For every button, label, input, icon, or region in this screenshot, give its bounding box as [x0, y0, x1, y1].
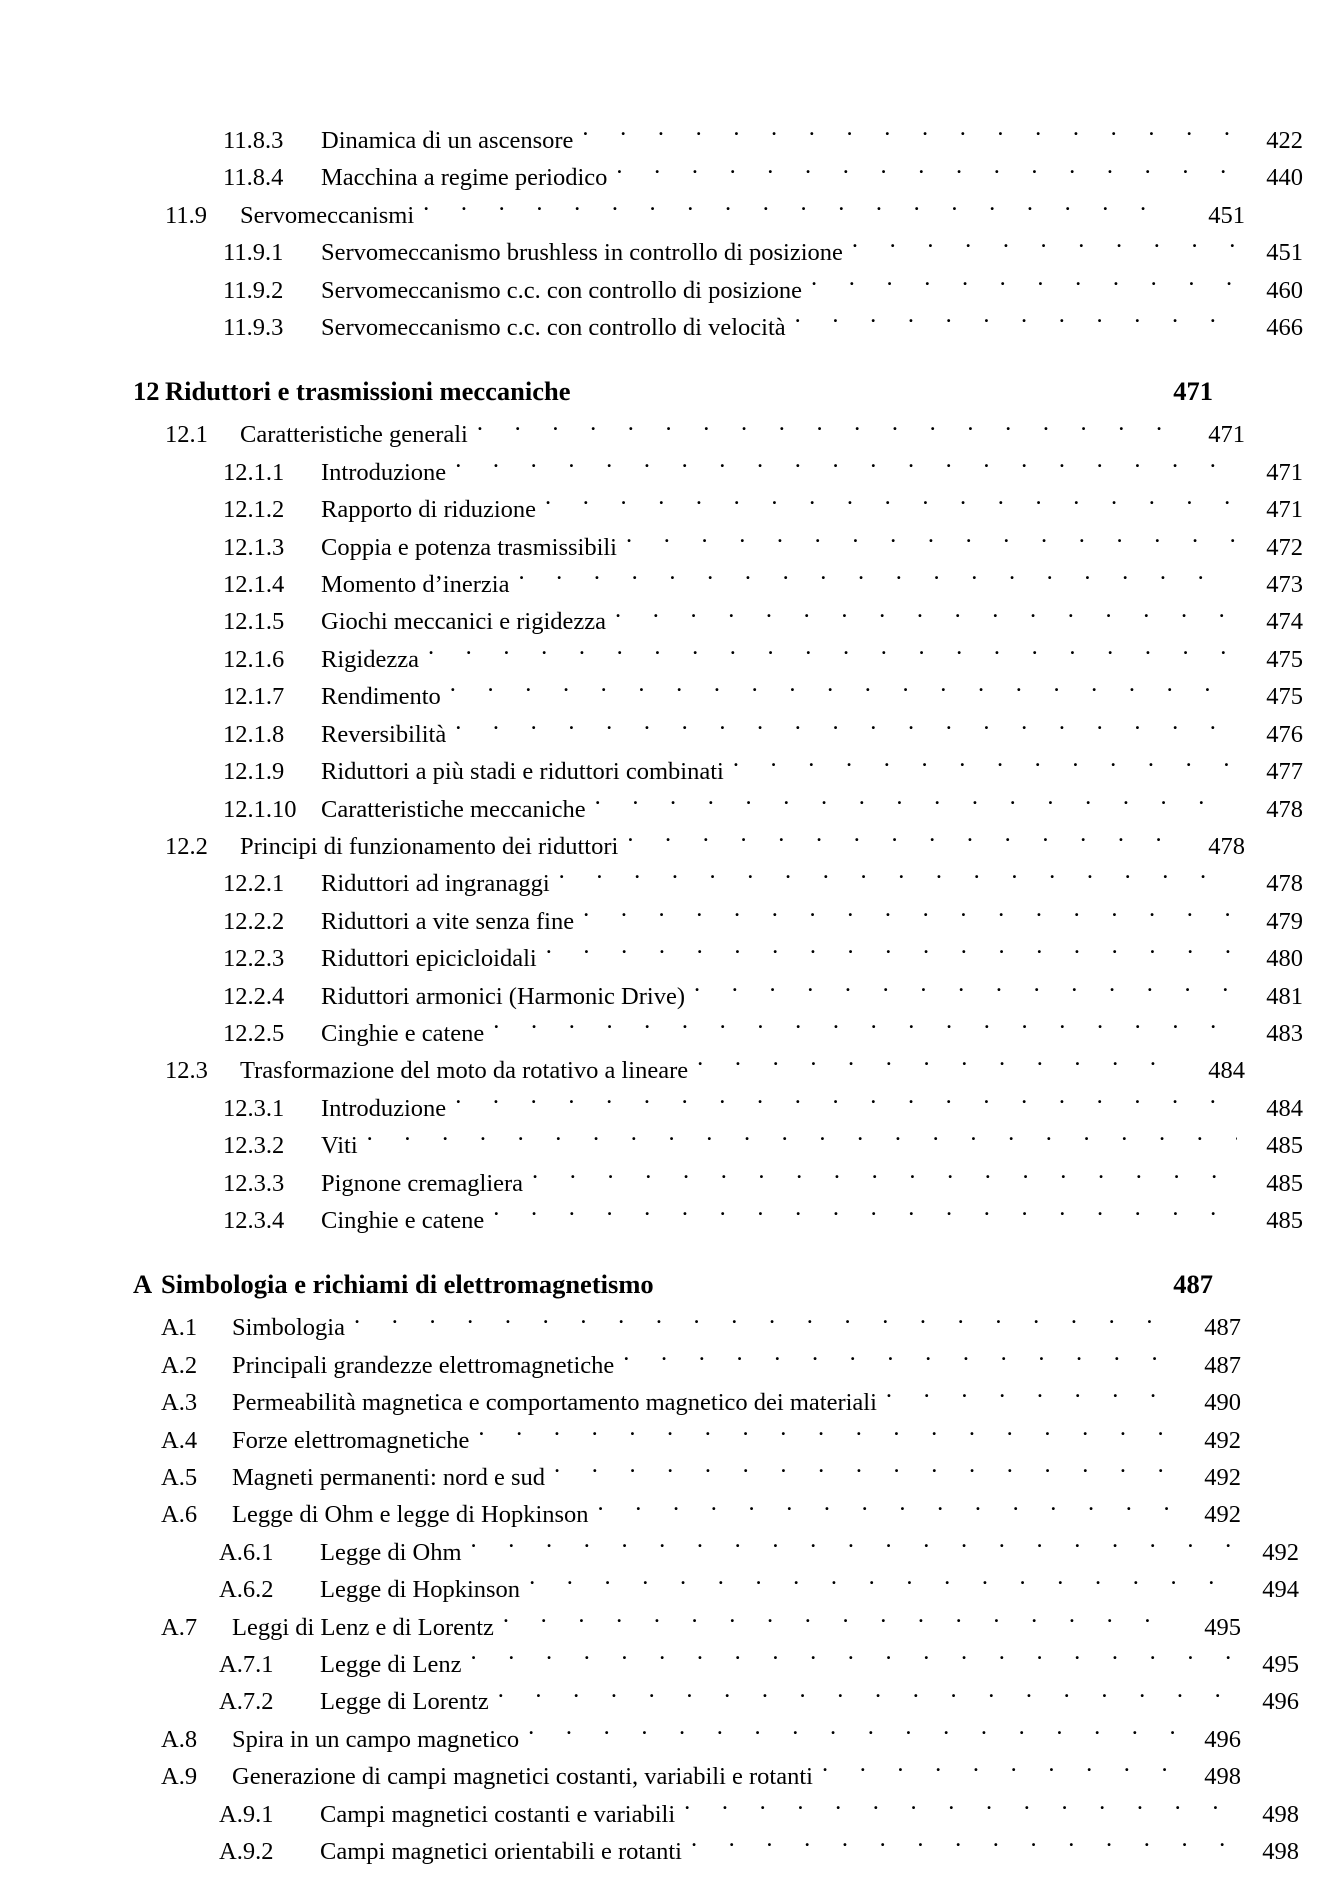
toc-entry-number: A.7.2: [219, 1688, 274, 1716]
toc-entry-page-number: 478: [1208, 832, 1245, 860]
toc-entry-number: 12.2.2: [223, 907, 285, 935]
toc-entry-title: Principi di funzionamento dei riduttori: [240, 832, 619, 860]
toc-entry-title: Simbologia: [232, 1314, 345, 1342]
toc-entry-title: Cinghie e catene: [321, 1019, 485, 1047]
toc-entry[interactable]: [165, 828, 1245, 865]
toc-entry[interactable]: [223, 1202, 1303, 1239]
toc-entry-number: 11.9.3: [223, 314, 284, 342]
toc-entry-number: A.2: [161, 1351, 198, 1379]
toc-entry-title: Riduttori ad ingranaggi: [321, 870, 550, 898]
toc-entry[interactable]: [223, 122, 1303, 159]
toc-entry-number: 12.1.1: [223, 458, 285, 486]
toc-entry-page-number: 480: [1266, 945, 1303, 973]
dot-leader: [354, 1311, 1175, 1336]
toc-entry-page-number: 479: [1266, 907, 1303, 935]
toc-entry-page-number: 422: [1266, 127, 1303, 154]
toc-entry[interactable]: [223, 1090, 1303, 1127]
dot-leader: [518, 568, 1237, 593]
toc-entry-page-number: 471: [1208, 421, 1245, 449]
dot-leader: [503, 1610, 1175, 1635]
toc-entry-title: Rigidezza: [321, 645, 419, 673]
toc-entry-number: 12.1.8: [223, 720, 285, 748]
dot-leader: [697, 1054, 1179, 1079]
toc-entry[interactable]: [223, 566, 1303, 603]
toc-entry-title: Riduttori a più stadi e riduttori combinati: [321, 758, 724, 786]
toc-entry-title: Spira in un campo magnetico: [232, 1725, 520, 1753]
toc-entry[interactable]: [223, 1015, 1303, 1052]
toc-entry-page-number: 451: [1208, 201, 1245, 229]
dot-leader: [455, 455, 1237, 480]
toc-entry-number: 12.1.6: [223, 645, 285, 673]
dot-leader: [615, 605, 1237, 630]
toc-entry[interactable]: [161, 1309, 1241, 1346]
dot-leader: [423, 198, 1179, 223]
toc-entry[interactable]: [133, 1265, 1213, 1303]
toc-entry-number: 12.2.4: [223, 982, 285, 1010]
toc-entry[interactable]: [223, 1127, 1303, 1164]
table-of-contents: [133, 122, 1303, 1870]
toc-entry-page-number: 473: [1266, 571, 1303, 599]
toc-entry[interactable]: [161, 1721, 1241, 1758]
dot-leader: [580, 374, 1143, 401]
toc-entry[interactable]: [161, 1459, 1241, 1496]
toc-entry-number: A.9.1: [219, 1800, 274, 1828]
dot-leader: [663, 1267, 1143, 1294]
toc-entry-number: 12.3.4: [223, 1206, 285, 1234]
dot-leader: [471, 1648, 1234, 1673]
toc-entry-number: 12.3.1: [223, 1094, 285, 1122]
toc-entry-title: Riduttori a vite senza fine: [321, 907, 575, 935]
toc-entry-title: Viti: [321, 1132, 358, 1160]
toc-entry[interactable]: [223, 491, 1303, 528]
toc-entry-number: A.5: [161, 1464, 198, 1491]
toc-entry-page-number: 492: [1204, 1426, 1241, 1454]
toc-entry[interactable]: [161, 1609, 1241, 1646]
toc-entry-page-number: 496: [1262, 1688, 1299, 1716]
toc-entry-title: Reversibilità: [321, 720, 447, 748]
dot-leader: [598, 1498, 1175, 1523]
toc-entry-number: 12.1.9: [223, 758, 285, 786]
toc-entry-number: 12.2.5: [223, 1019, 285, 1047]
toc-entry-number: 11.9: [165, 201, 207, 229]
toc-entry-number: A.6: [161, 1501, 198, 1529]
toc-entry[interactable]: [223, 234, 1303, 271]
toc-entry[interactable]: [219, 1833, 1299, 1870]
toc-entry-page-number: 472: [1266, 533, 1303, 561]
toc-entry[interactable]: [223, 678, 1303, 715]
toc-entry[interactable]: [133, 372, 1213, 410]
toc-entry[interactable]: [223, 865, 1303, 902]
toc-entry[interactable]: [223, 529, 1303, 566]
toc-entry-title: Rapporto di riduzione: [321, 496, 537, 524]
dot-leader: [455, 1091, 1237, 1116]
toc-entry-title: Servomeccanismo brushless in controllo di posizione: [321, 239, 843, 267]
toc-entry[interactable]: [223, 603, 1303, 640]
toc-entry-page-number: 487: [1204, 1351, 1241, 1379]
dot-leader: [532, 1166, 1237, 1191]
toc-entry-number: A.4: [161, 1426, 198, 1454]
toc-entry[interactable]: [161, 1496, 1241, 1533]
toc-entry-page-number: 498: [1204, 1763, 1241, 1791]
dot-leader: [528, 1722, 1175, 1747]
toc-entry-number: 12.1.7: [223, 683, 285, 711]
toc-entry-number: 12.1: [165, 421, 208, 449]
toc-entry-number: 11.8.4: [223, 164, 284, 192]
toc-entry-number: A.7: [161, 1613, 198, 1641]
toc-entry-number: 12.3.2: [223, 1132, 285, 1160]
toc-entry[interactable]: [223, 1165, 1303, 1202]
toc-entry[interactable]: [165, 416, 1245, 453]
toc-entry-page-number: 476: [1266, 720, 1303, 748]
toc-entry[interactable]: [161, 1384, 1241, 1421]
dot-leader: [626, 530, 1237, 555]
toc-entry-number: A.9.2: [219, 1838, 274, 1866]
dot-leader: [545, 493, 1237, 518]
dot-leader: [822, 1760, 1175, 1785]
toc-entry-number: 12: [133, 376, 160, 407]
dot-leader: [733, 755, 1237, 780]
dot-leader: [886, 1386, 1175, 1411]
toc-entry-number: 12.2: [165, 832, 208, 860]
dot-leader: [367, 1129, 1237, 1154]
toc-entry-page-number: 484: [1266, 1094, 1303, 1122]
dot-leader: [595, 792, 1237, 817]
toc-entry-title: Principali grandezze elettromagnetiche: [232, 1351, 615, 1379]
toc-entry[interactable]: [219, 1646, 1299, 1683]
dot-leader: [582, 124, 1237, 149]
toc-entry-title: Generazione di campi magnetici costanti, variabili e rotanti: [232, 1763, 813, 1791]
toc-entry-title: Trasformazione del moto da rotativo a lineare: [240, 1057, 689, 1085]
toc-entry-number: 11.9.2: [223, 276, 284, 304]
toc-entry-number: 12.1.2: [223, 496, 285, 524]
toc-entry-number: A.9: [161, 1763, 198, 1791]
toc-entry-title: Riduttori e trasmissioni meccaniche: [165, 376, 571, 407]
toc-entry-title: Campi magnetici costanti e variabili: [320, 1800, 676, 1828]
toc-entry-page-number: 485: [1266, 1169, 1303, 1197]
toc-entry[interactable]: [161, 1347, 1241, 1384]
dot-leader: [477, 418, 1179, 443]
toc-entry-page-number: 481: [1266, 982, 1303, 1010]
dot-leader: [529, 1573, 1233, 1598]
toc-entry-page-number: 475: [1266, 645, 1303, 673]
dot-leader: [795, 311, 1237, 336]
toc-entry-title: Servomeccanismo c.c. con controllo di velocità: [321, 314, 786, 342]
toc-entry-page-number: 498: [1262, 1800, 1299, 1828]
toc-entry-page-number: 483: [1266, 1019, 1303, 1047]
toc-entry[interactable]: [223, 159, 1303, 196]
dot-leader: [546, 942, 1237, 967]
toc-entry-title: Servomeccanismi: [240, 201, 415, 229]
toc-entry[interactable]: [223, 716, 1303, 753]
toc-entry-title: Servomeccanismo c.c. con controllo di posizione: [321, 276, 803, 304]
toc-entry[interactable]: [223, 454, 1303, 491]
toc-entry[interactable]: [223, 309, 1303, 346]
toc-entry-title: Legge di Ohm e legge di Hopkinson: [232, 1501, 589, 1529]
toc-entry-page-number: 477: [1266, 758, 1303, 786]
toc-entry[interactable]: [223, 978, 1303, 1015]
toc-entry-number: A.1: [161, 1314, 198, 1342]
toc-entry[interactable]: [165, 197, 1245, 234]
toc-entry-page-number: 492: [1204, 1464, 1241, 1491]
toc-entry-title: Forze elettromagnetiche: [232, 1426, 470, 1454]
toc-entry-page-number: 478: [1266, 870, 1303, 898]
toc-entry-number: 12.3: [165, 1057, 208, 1085]
toc-entry-page-number: 484: [1208, 1057, 1245, 1085]
dot-leader: [428, 642, 1237, 667]
toc-entry-page-number: 498: [1262, 1838, 1299, 1866]
toc-entry-number: 12.1.4: [223, 571, 285, 599]
toc-entry-title: Riduttori armonici (Harmonic Drive): [321, 982, 685, 1010]
toc-entry[interactable]: [219, 1534, 1299, 1571]
toc-entry-page-number: 496: [1204, 1725, 1241, 1753]
toc-entry-title: Magneti permanenti: nord e sud: [232, 1464, 545, 1491]
dot-leader: [493, 1016, 1237, 1041]
toc-entry-page-number: 475: [1266, 683, 1303, 711]
toc-entry-title: Introduzione: [321, 458, 447, 486]
toc-entry[interactable]: [165, 1052, 1245, 1089]
toc-entry-number: 12.1.5: [223, 608, 285, 636]
toc-entry-page-number: 451: [1266, 239, 1303, 267]
toc-entry-page-number: 471: [1266, 458, 1303, 486]
toc-entry-title: Legge di Lorentz: [320, 1688, 489, 1716]
toc-entry[interactable]: [219, 1683, 1299, 1720]
toc-entry-title: Introduzione: [321, 1094, 447, 1122]
dot-leader: [554, 1461, 1175, 1486]
toc-entry-title: Cinghie e catene: [321, 1206, 485, 1234]
toc-entry-number: A.7.1: [219, 1651, 274, 1679]
toc-entry-number: 12.1.10: [223, 795, 297, 823]
toc-entry-number: 11.9.1: [223, 239, 284, 267]
toc-entry-number: 12.2.1: [223, 870, 285, 898]
toc-entry-number: A: [133, 1269, 153, 1300]
toc-entry-number: A.6.2: [219, 1576, 274, 1604]
toc-entry-number: 12.2.3: [223, 945, 285, 973]
toc-entry[interactable]: [223, 753, 1303, 790]
toc-entry-title: Simbologia e richiami di elettromagnetismo: [161, 1269, 654, 1300]
toc-entry-title: Legge di Hopkinson: [320, 1576, 521, 1604]
toc-entry-title: Legge di Ohm: [320, 1538, 462, 1566]
toc-entry-page-number: 487: [1204, 1314, 1241, 1342]
toc-entry-title: Legge di Lenz: [320, 1651, 462, 1679]
toc-entry[interactable]: [161, 1422, 1241, 1459]
dot-leader: [623, 1348, 1175, 1373]
toc-entry-page-number: 492: [1204, 1501, 1241, 1529]
dot-leader: [852, 236, 1237, 261]
dot-leader: [684, 1797, 1233, 1822]
toc-entry-number: A.3: [161, 1389, 198, 1417]
toc-entry-title: Giochi meccanici e rigidezza: [321, 608, 606, 636]
toc-entry[interactable]: [219, 1571, 1299, 1608]
dot-leader: [450, 680, 1237, 705]
toc-entry-page-number: 487: [1173, 1269, 1213, 1300]
toc-entry[interactable]: [161, 1758, 1241, 1795]
toc-entry-page-number: 478: [1266, 795, 1303, 823]
dot-leader: [583, 904, 1237, 929]
toc-entry-title: Pignone cremagliera: [321, 1169, 524, 1197]
toc-entry-number: 12.1.3: [223, 533, 285, 561]
toc-entry-title: Campi magnetici orientabili e rotanti: [320, 1838, 682, 1866]
toc-entry-page-number: 495: [1204, 1613, 1241, 1641]
toc-entry[interactable]: [223, 903, 1303, 940]
toc-entry-title: Dinamica di un ascensore: [321, 127, 574, 154]
toc-entry-title: Momento d’inerzia: [321, 571, 510, 599]
toc-entry[interactable]: [223, 791, 1303, 828]
toc-entry-page-number: 460: [1266, 276, 1303, 304]
toc-entry-number: 11.8.3: [223, 127, 284, 154]
toc-entry-page-number: 495: [1262, 1651, 1299, 1679]
toc-entry-page-number: 440: [1266, 164, 1303, 192]
toc-entry-page-number: 471: [1266, 496, 1303, 524]
dot-leader: [493, 1203, 1237, 1228]
dot-leader: [694, 979, 1237, 1004]
toc-entry-title: Coppia e potenza trasmissibili: [321, 533, 617, 561]
toc-entry[interactable]: [223, 272, 1303, 309]
dot-leader: [498, 1685, 1233, 1710]
toc-entry-title: Rendimento: [321, 683, 441, 711]
toc-entry-title: Caratteristiche meccaniche: [321, 795, 586, 823]
toc-entry-page-number: 474: [1266, 608, 1303, 636]
toc-entry-title: Leggi di Lenz e di Lorentz: [232, 1613, 494, 1641]
toc-entry-page-number: 485: [1266, 1206, 1303, 1234]
dot-leader: [471, 1535, 1233, 1560]
toc-entry-title: Macchina a regime periodico: [321, 164, 608, 192]
toc-entry-page-number: 485: [1266, 1132, 1303, 1160]
toc-entry-page-number: 471: [1173, 376, 1213, 407]
toc-entry-number: 12.3.3: [223, 1169, 285, 1197]
toc-entry-title: Permeabilità magnetica e comportamento magnetico dei materiali: [232, 1389, 877, 1417]
toc-entry[interactable]: [223, 940, 1303, 977]
dot-leader: [691, 1835, 1233, 1860]
toc-entry-page-number: 490: [1204, 1389, 1241, 1417]
toc-entry[interactable]: [223, 641, 1303, 678]
toc-entry-title: Riduttori epicicloidali: [321, 945, 537, 973]
toc-entry-title: Caratteristiche generali: [240, 421, 468, 449]
toc-entry-page-number: 494: [1262, 1576, 1299, 1604]
dot-leader: [455, 717, 1237, 742]
toc-entry[interactable]: [219, 1796, 1299, 1833]
dot-leader: [478, 1423, 1175, 1448]
toc-entry-page-number: 492: [1262, 1538, 1299, 1566]
toc-entry-page-number: 466: [1266, 314, 1303, 342]
dot-leader: [559, 867, 1237, 892]
dot-leader: [811, 273, 1237, 298]
toc-entry-number: A.8: [161, 1725, 198, 1753]
dot-leader: [616, 161, 1237, 186]
toc-entry-number: A.6.1: [219, 1538, 274, 1566]
dot-leader: [627, 829, 1179, 854]
